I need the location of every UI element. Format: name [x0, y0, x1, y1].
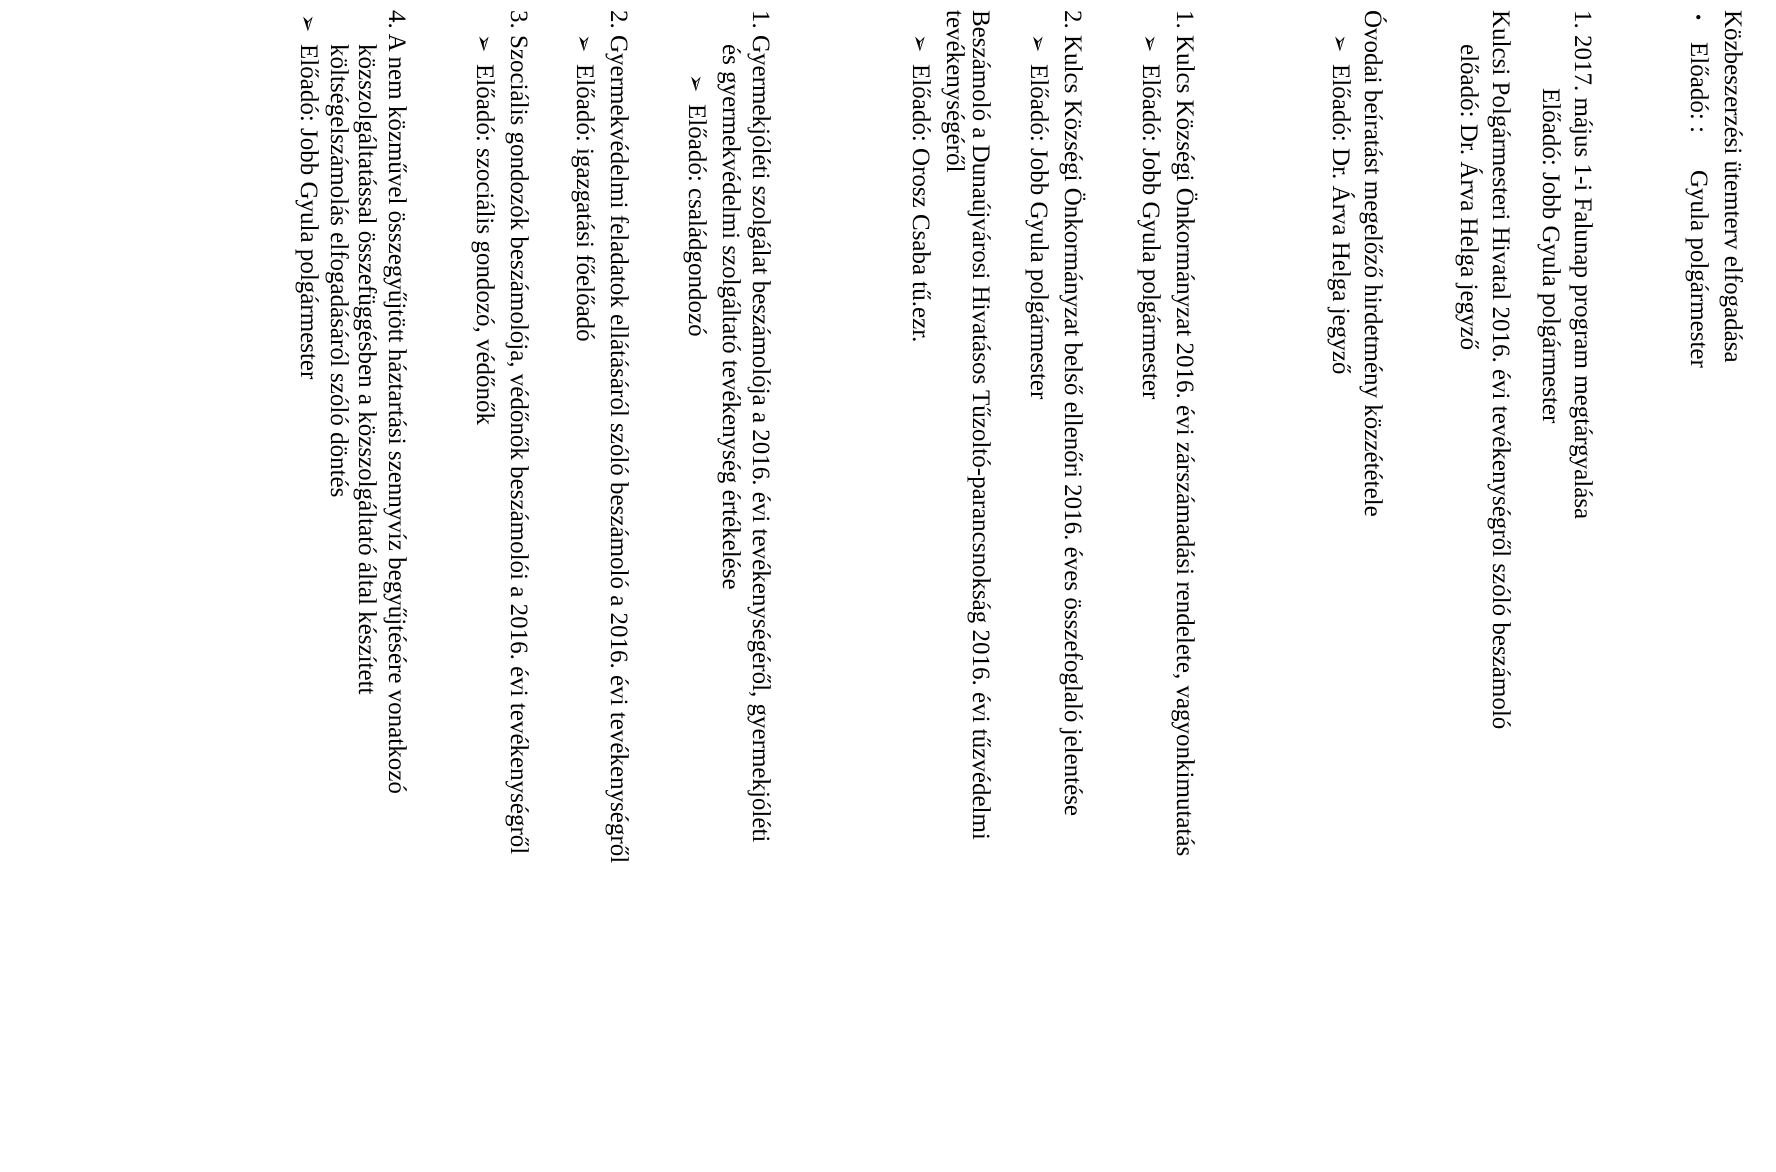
- block-c-item-3-presenter: Előadó: szociális gondozó, védőnők: [471, 64, 498, 426]
- block-c-item-1-title-line-1: Gyermekjóléti szolgálat beszámolója a 2016. évi tevékenységéről, gyermekjóléti: [747, 35, 774, 843]
- block-c-item-1-presenter: Előadó: családgondozó: [683, 104, 710, 337]
- arrow-bullet-icon: ➢: [908, 34, 933, 53]
- block-c-item-4-title-line-1: A nem közművel összegyűjtött háztartási szennyvíz begyűjtésére vonatkozó: [383, 33, 410, 794]
- intro-presenter-name: Gyula polgármester: [1685, 170, 1712, 368]
- block-a-item-1: [1566, 10, 1598, 519]
- arrow-bullet-icon: ➢: [472, 34, 497, 53]
- block-c-item-2-number: 2.: [605, 10, 632, 29]
- block-c-item-3: [502, 10, 534, 854]
- block-b-item-2-number: 2.: [1059, 10, 1086, 29]
- block-a-item-3-title: Óvodai beíratást megelőző hirdetmény közzététele: [1359, 10, 1386, 517]
- arrow-bullet-icon: ➢: [1026, 34, 1051, 53]
- block-b-item-2-title: Kulcs Községi Önkormányzat belső ellenőri 2016. éves összefoglaló jelentése: [1059, 35, 1086, 817]
- block-a-item-1-title: 2017. május 1-i Falunap program megtárgyalása: [1569, 35, 1596, 520]
- block-c-item-1-number: 1.: [747, 10, 774, 29]
- arrow-bullet-icon: ➢: [1138, 34, 1163, 53]
- block-b-item-1: [1168, 10, 1200, 856]
- block-c-item-3-title: Szociális gondozók beszámolója, védőnők beszámolói a 2016. évi tevékenységről: [505, 35, 532, 855]
- block-c-item-4-title-line-2: közszolgáltatással összefüggésben a közszolgáltató által készített: [353, 44, 380, 695]
- block-b-item-1-presenter: Előadó: Jobb Gyula polgármester: [1137, 64, 1164, 400]
- block-c-item-4-title-line-3: költségelszámolás elfogadásáról szóló döntés: [325, 44, 352, 498]
- arrow-bullet-icon: ➢: [1328, 34, 1353, 53]
- block-c-item-1-line-1: [744, 10, 776, 1122]
- block-c-item-4-number: 4.: [383, 10, 410, 29]
- arrow-bullet-icon: ➢: [296, 14, 321, 33]
- block-a-item-2-presenter: előadó: Dr. Árva Helga jegyző: [1455, 44, 1482, 351]
- block-b-item-3-title-line-1: Beszámoló a Dunaújvárosi Hivatásos Tűzoltó-parancsnokság 2016. évi tűzvédelmi: [967, 10, 994, 840]
- block-b-item-3-presenter: Előadó: Orosz Csaba tű.ezr.: [907, 64, 934, 343]
- intro-presenter-label: Előadó: :: [1685, 42, 1712, 133]
- arrow-bullet-icon: ➢: [684, 74, 709, 93]
- block-a-item-3-presenter: Előadó: Dr. Árva Helga jegyző: [1327, 64, 1354, 375]
- block-b-item-1-number: 1.: [1171, 10, 1198, 29]
- arrow-bullet-icon: ➢: [572, 34, 597, 53]
- block-b-item-2: [1056, 10, 1088, 816]
- intro-title: Közbeszerzési ütemterv elfogadása: [1719, 10, 1746, 363]
- block-a-item-1-number: 1.: [1569, 10, 1596, 29]
- block-b-item-2-presenter: Előadó: Jobb Gyula polgármester: [1025, 64, 1052, 400]
- block-c-item-4-line-1: [380, 10, 412, 794]
- block-c-item-2: [602, 10, 634, 863]
- block-c-item-2-presenter: Előadó: igazgatási főelőadó: [571, 64, 598, 342]
- block-a-item-2-title: Kulcsi Polgármesteri Hivatal 2016. évi tevékenységről szóló beszámoló: [1487, 10, 1514, 730]
- block-c-item-1-title-line-2: és gyermekvédelmi szolgáltató tevékenység értékelése: [717, 44, 744, 590]
- block-c-item-4-presenter: Előadó: Jobb Gyula polgármester: [295, 44, 322, 380]
- block-b-item-1-title: Kulcs Községi Önkormányzat 2016. évi zárszámadási rendelete, vagyonkimutatás: [1171, 35, 1198, 857]
- block-b-item-3-title-line-2: tevékenységéről: [941, 10, 968, 173]
- bullet-icon: •: [1688, 14, 1708, 21]
- block-c-item-3-number: 3.: [505, 10, 532, 29]
- block-a-item-1-presenter: Előadó: Jobb Gyula polgármester: [1537, 88, 1564, 424]
- block-c-item-2-title: Gyermekvédelmi feladatok ellátásáról szóló beszámoló a 2016. évi tevékenységről: [605, 35, 632, 864]
